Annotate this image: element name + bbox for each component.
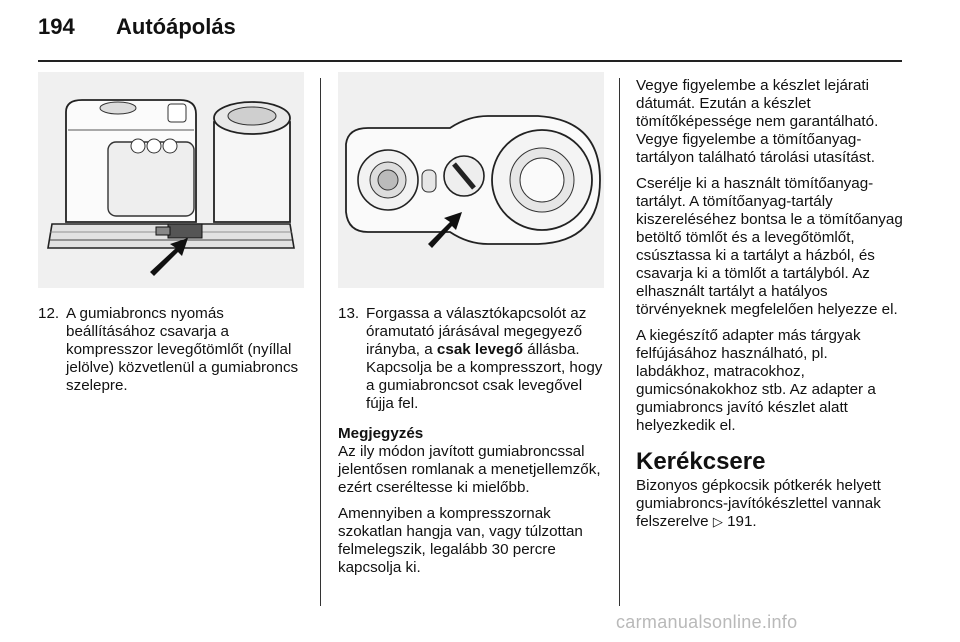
paragraph-expiry: Vegye figyelembe a készlet lejárati dátumát. Ezután a készlet tömítőképessége nem garantálható. Vegye figyelembe a tömítőanyag-tartályon található tárolási utasítást. — [636, 77, 879, 166]
selector-switch-figure — [338, 72, 604, 288]
note-text: Az ily módon javított gumiabroncssal jelentősen romlanak a menetjellemzők, ezért cseréltesse ki mielőbb. — [338, 443, 601, 496]
section-title: Kerékcsere — [636, 448, 766, 475]
paragraph-adapter: A kiegészítő adapter más tárgyak felfújásához használható, pl. labdákhoz, matracokhoz, gumicsónakokhoz stb. Az adapter a gumiabroncs javító készlet alatt helyezkedik el. — [636, 327, 876, 434]
section-text: Bizonyos gépkocsik pótkerék helyett gumiabroncs-javítókészlettel vannak felszerelve ▷ 191. — [636, 477, 881, 530]
step-number: 13. — [338, 305, 360, 322]
switch-position: csak levegő — [436, 341, 524, 358]
page-title: Autóápolás — [116, 14, 236, 39]
header-rule — [38, 60, 902, 62]
column-divider-2 — [619, 78, 620, 606]
selector-switch-illustration — [338, 72, 604, 288]
step-number: 12. — [38, 305, 60, 322]
page-number: 194 — [38, 14, 75, 39]
note-title: Megjegyzés — [338, 425, 424, 442]
compressor-hose-figure — [38, 72, 304, 288]
paragraph-replace-container: Cserélje ki a használt tömítőanyag-tartályt. A tömítőanyag-tartály kiszereléséhez bontsa le a tömítőanyag betöltő tömlőt és a levegőtömlőt, csúsztassa ki a tartályt a házból, és csavarja ki a tömlőt a tartályból. Az elhasznált tartályt a hatályos törvényeknek megfelelően helyezze el. — [636, 175, 903, 318]
page-reference-icon: ▷ — [712, 514, 723, 529]
paragraph-compressor-noise: Amennyiben a kompresszornak szokatlan hangja van, vagy túlzottan felmelegszik, legalább 30 percre kapcsolja ki. — [338, 505, 583, 576]
step-13 — [338, 305, 604, 413]
step-12 — [38, 305, 304, 395]
compressor-illustration — [38, 72, 304, 288]
step-text: A gumiabroncs nyomás beállításához csavarja a kompresszor levegőtömlőt (nyíllal jelölve) közvetlenül a gumiabroncs szelepre. — [66, 305, 299, 394]
page-reference[interactable]: 191. — [727, 513, 757, 530]
page-header — [38, 14, 236, 50]
step-text: Forgassa a választókapcsolót az óramutató járásával megegyező irányba, a csak levegő állásba. Kapcsolja be a kompresszort, hogy a gumiabroncsot csak levegővel fújja fel. — [366, 305, 603, 412]
watermark: carmanualsonline.info — [616, 612, 798, 632]
column-3 — [636, 77, 904, 531]
column-2 — [338, 72, 604, 577]
column-divider-1 — [320, 78, 321, 606]
column-1 — [38, 72, 304, 395]
